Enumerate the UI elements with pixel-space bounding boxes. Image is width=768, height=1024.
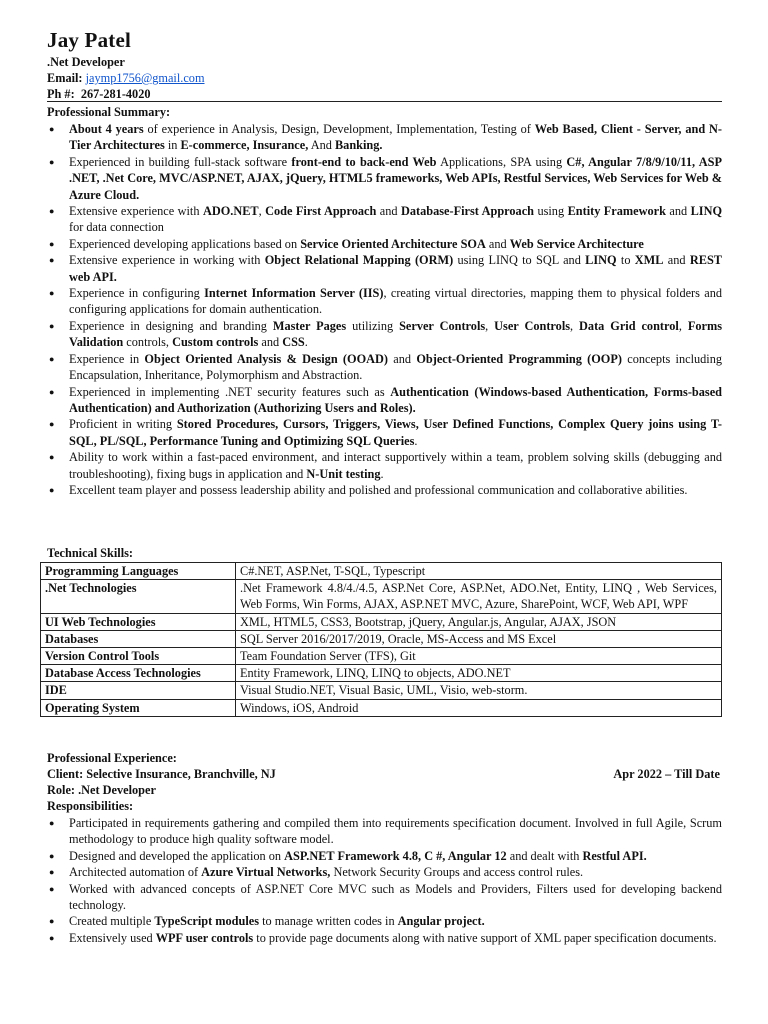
skill-category: Database Access Technologies <box>41 665 236 682</box>
candidate-name: Jay Patel <box>47 28 132 52</box>
bullet-item <box>47 881 722 914</box>
text: concepts including Encapsulation, Inheritance, Polymorphism and Abstraction. <box>69 351 723 383</box>
bullet-item <box>47 848 722 864</box>
text: of experience in Analysis, Design, Development, Implementation, Testing of <box>143 122 535 136</box>
bold-text: Object-Oriented Programming (OOP) <box>416 351 622 366</box>
skill-values: XML, HTML5, CSS3, Bootstrap, jQuery, Angular.js, Angular, AJAX, JSON <box>236 613 722 630</box>
text: and <box>258 335 283 350</box>
skills-row <box>41 665 722 682</box>
text: Applications, SPA using <box>436 154 567 169</box>
text: Architected automation of <box>69 865 202 880</box>
skill-category: IDE <box>41 682 236 699</box>
text: in <box>164 138 181 153</box>
bold-text: Code First Approach <box>265 204 377 219</box>
text: , <box>485 318 495 333</box>
bold-text: LINQ <box>690 204 723 219</box>
summary-list <box>47 121 722 498</box>
text: Network Security Groups and access control rules. <box>330 865 584 880</box>
bold-text: N-Unit testing <box>306 466 381 481</box>
skill-values: Entity Framework, LINQ, LINQ to objects, ADO.NET <box>236 665 722 682</box>
bullet-item <box>47 252 722 285</box>
skills-row <box>41 699 722 716</box>
text: Experience in configuring <box>69 286 205 301</box>
bold-text: User Controls <box>494 318 571 333</box>
text: to provide page documents along with native support of XML paper specification documents. <box>253 930 717 945</box>
bullet-item <box>47 449 722 482</box>
bold-text: Object Relational Mapping (ORM) <box>264 253 454 268</box>
bullet-item <box>47 285 722 318</box>
skill-values: Team Foundation Server (TFS), Git <box>236 648 722 665</box>
bold-text: Azure Virtual Networks, <box>201 865 331 880</box>
skill-category: Programming Languages <box>41 563 236 580</box>
skills-table <box>40 562 722 717</box>
skills-row <box>41 630 722 647</box>
skill-category: Databases <box>41 630 236 647</box>
bold-text: Restful API. <box>582 848 647 863</box>
text: , creating virtual directories, mapping them to physical folders and configuring applications for domain authentication. <box>69 286 722 317</box>
bold-text: Web Service Architecture <box>509 236 644 251</box>
bold-text: Service Oriented Architecture SOA <box>300 236 486 251</box>
text: utilizing <box>346 318 400 333</box>
bold-text: E-commerce, Insurance, <box>180 138 309 153</box>
skills-row <box>41 682 722 699</box>
bold-text: REST web API. <box>69 253 722 284</box>
text: Experience in <box>69 351 145 366</box>
text: . <box>414 433 418 448</box>
text: Excellent team player and possess leadership ability and polished and professional communication and collaborative abilities. <box>69 482 688 497</box>
bold-text: TypeScript modules <box>154 914 260 929</box>
bullet-item <box>47 384 722 417</box>
bold-text: Stored Procedures, Cursors, Triggers, Views, User Defined Functions, Complex Query joins using T-SQL, PL/SQL, Performance Tuning and Optimizing SQL Queries <box>69 417 722 448</box>
text: Ability to work within a fast-paced environment, and interact supportively within a team, problem solving skills (debugging and troubleshooting), fixing bugs in application and <box>69 450 722 481</box>
text: and dealt with <box>506 848 583 863</box>
skills-row <box>41 563 722 580</box>
bullet-item <box>47 815 722 848</box>
bold-text: Internet Information Server (IIS) <box>204 286 384 301</box>
text: Designed and developed the application on <box>69 848 285 863</box>
text: and <box>485 236 510 251</box>
text: Extensive experience with <box>69 204 203 219</box>
skill-values: SQL Server 2016/2017/2019, Oracle, MS-Access and MS Excel <box>236 630 722 647</box>
bullet-item <box>47 203 722 236</box>
bold-text: LINQ <box>585 253 617 268</box>
phone-number: 267-281-4020 <box>80 87 151 101</box>
bullet-item <box>47 154 722 203</box>
role-title: Role: .Net Developer <box>47 783 156 797</box>
text: , <box>258 204 266 219</box>
bullet-item <box>47 864 722 880</box>
text: Experience in designing and branding <box>69 318 273 333</box>
text: and <box>388 351 417 366</box>
email-line <box>47 71 205 86</box>
experience-heading: Professional Experience: <box>47 751 177 765</box>
bold-text: front-end to back-end Web <box>291 154 437 169</box>
text: and <box>663 253 690 268</box>
bullet-item <box>47 913 722 929</box>
bold-text: Forms Validation <box>69 318 722 350</box>
text: Extensive experience in working with <box>69 253 265 268</box>
text: for data connection <box>69 220 164 235</box>
text: using LINQ to SQL and <box>453 253 586 268</box>
bold-text: C#, Angular 7/8/9/10/11, ASP .NET, .Net Core, MVC/ASP.NET, AJAX, jQuery, HTML5 frameworks, Web APIs, Restful Services, Web Services for Web & Azure Cloud. <box>69 154 722 202</box>
text: Created multiple <box>69 914 155 929</box>
email-label: Email: <box>47 71 83 85</box>
bullet-item <box>47 318 722 351</box>
bold-text: ASP.NET Framework 4.8, C #, Angular 12 <box>284 848 507 863</box>
skill-values: Windows, iOS, Android <box>236 699 722 716</box>
skills-row <box>41 613 722 630</box>
job-title: .Net Developer <box>47 55 125 69</box>
text: and <box>376 204 401 219</box>
text: and <box>665 204 691 219</box>
text: using <box>534 204 568 219</box>
bold-text: XML <box>634 253 664 268</box>
text: , <box>678 318 688 333</box>
skill-category: Operating System <box>41 699 236 716</box>
bold-text: Database-First Approach <box>400 204 535 219</box>
phone-label: Ph #: <box>47 87 75 101</box>
email-link[interactable]: jaymp1756@gmail.com <box>85 71 205 85</box>
bold-text: Entity Framework <box>567 204 666 219</box>
text: Experienced in implementing .NET security features such as <box>69 384 391 399</box>
skill-category: Version Control Tools <box>41 648 236 665</box>
bold-text: Data Grid control <box>579 318 679 333</box>
text: to manage written codes in <box>259 914 398 929</box>
text: Extensively used <box>69 930 156 945</box>
text: . <box>380 466 384 481</box>
bullet-item <box>47 930 722 946</box>
responsibilities-heading: Responsibilities: <box>47 799 134 813</box>
employment-dates: Apr 2022 – Till Date <box>613 767 720 781</box>
bold-text: About 4 years <box>69 122 144 136</box>
bold-text: Authentication (Windows-based Authentication, Forms-based Authentication) and Authorization (Authorizing Users and Roles). <box>69 384 722 415</box>
skills-heading: Technical Skills: <box>47 546 133 560</box>
responsibilities-list <box>47 815 722 946</box>
skill-category: .Net Technologies <box>41 580 236 613</box>
skill-values: C#.NET, ASP.Net, T-SQL, Typescript <box>236 563 722 580</box>
bold-text: Object Oriented Analysis & Design (OOAD) <box>144 351 389 366</box>
bold-text: Web Based, Client - Server, and N-Tier Architectures <box>69 122 722 153</box>
skill-values: .Net Framework 4.8/4./4.5, ASP.Net Core, ASP.Net, ADO.Net, Entity, LINQ , Web Services, Web Forms, Win Forms, AJAX, ASP.NET MVC, Azure, SharePoint, WCF, Web API, WPF <box>236 580 722 613</box>
text: Proficient in writing <box>69 417 177 432</box>
phone-line <box>47 87 151 102</box>
header-divider <box>47 101 722 102</box>
text: , <box>570 318 580 333</box>
skills-row <box>41 580 722 613</box>
text: Participated in requirements gathering and compiled them into requirements specification document. Involved in full Agile, Scrum methodology to produce high quality software model. <box>69 816 722 847</box>
bold-text: Custom controls <box>172 335 259 350</box>
skills-row <box>41 648 722 665</box>
bullet-item <box>47 482 722 498</box>
text: And <box>308 138 335 153</box>
text: to <box>616 253 635 268</box>
summary-heading: Professional Summary: <box>47 105 171 119</box>
bold-text: Server Controls <box>399 318 486 333</box>
skill-category: UI Web Technologies <box>41 613 236 630</box>
bullet-item <box>47 236 722 252</box>
bold-text: Banking. <box>334 138 383 153</box>
bold-text: WPF user controls <box>155 930 254 945</box>
bullet-item <box>47 351 722 384</box>
bold-text: Master Pages <box>272 318 347 333</box>
text: . <box>304 335 308 350</box>
text: Experienced developing applications based on <box>69 236 301 251</box>
client-name: Client: Selective Insurance, Branchville, NJ <box>47 767 276 781</box>
text: controls, <box>123 335 173 350</box>
text: Experienced in building full-stack software <box>69 154 292 169</box>
bold-text: ADO.NET <box>202 204 259 219</box>
bold-text: CSS <box>282 335 305 350</box>
bold-text: Angular project. <box>397 914 485 929</box>
skill-values: Visual Studio.NET, Visual Basic, UML, Visio, web-storm. <box>236 682 722 699</box>
bullet-item <box>47 416 722 449</box>
text: Worked with advanced concepts of ASP.NET Core MVC such as Models and Providers, Filters used for developing backend technology. <box>69 881 722 913</box>
bullet-item <box>47 121 722 154</box>
